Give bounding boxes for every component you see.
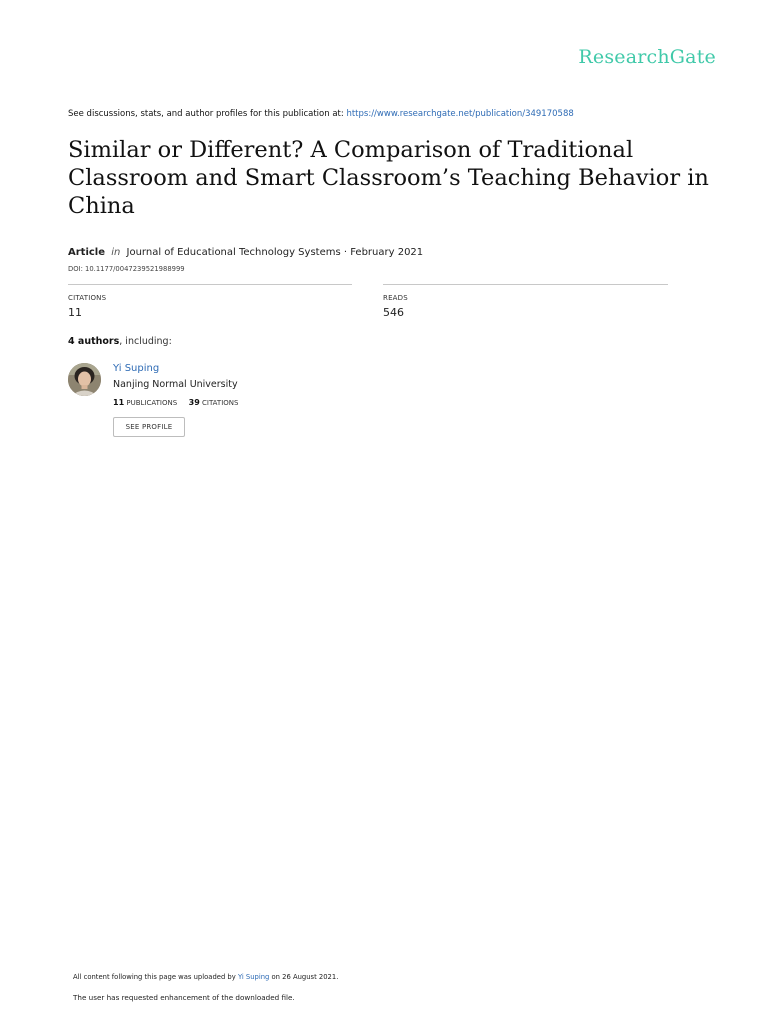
see-discussions-line — [68, 109, 574, 119]
citations-value: 11 — [68, 306, 82, 319]
author-citations-count: 39 — [188, 398, 200, 407]
publication-meta — [68, 247, 423, 258]
author-citations-label: CITATIONS — [202, 399, 239, 407]
upload-suffix: on 26 August 2021. — [271, 973, 339, 981]
authors-count — [68, 336, 172, 347]
avatar-photo-icon — [68, 363, 101, 396]
see-discussions-text: See discussions, stats, and author profiles for this publication at: — [68, 109, 344, 119]
author-stats — [113, 398, 238, 407]
author-publications-label: PUBLICATIONS — [126, 399, 178, 407]
reads-value: 546 — [383, 306, 404, 319]
uploader-link[interactable]: Yi Suping — [237, 973, 270, 981]
publication-link[interactable]: https://www.researchgate.net/publication/349170588 — [346, 109, 574, 119]
reads-label: READS — [383, 294, 408, 302]
authors-count-number: 4 authors — [68, 336, 120, 347]
author-institution: Nanjing Normal University — [113, 379, 238, 390]
publication-type: Article — [68, 247, 106, 258]
authors-including: , including: — [119, 336, 172, 347]
enhancement-note: The user has requested enhancement of the downloaded file. — [73, 993, 295, 1002]
see-profile-button[interactable]: SEE PROFILE — [113, 417, 185, 437]
journal-date: Journal of Educational Technology Systems · February 2021 — [126, 247, 424, 258]
citations-label: CITATIONS — [68, 294, 107, 302]
in-label: in — [111, 247, 121, 258]
avatar[interactable] — [68, 363, 101, 396]
divider-citations — [68, 284, 352, 285]
publication-title: Similar or Different? A Comparison of Traditional Classroom and Smart Classroom’s Teaching Behavior in China — [68, 137, 709, 219]
author-name-link[interactable]: Yi Suping — [113, 363, 160, 374]
author-publications-count: 11 — [113, 398, 125, 407]
doi: DOI: 10.1177/0047239521988999 — [68, 265, 185, 273]
upload-note — [73, 973, 338, 981]
researchgate-logo[interactable]: ResearchGate — [578, 46, 716, 68]
upload-prefix: All content following this page was uploaded by — [73, 973, 236, 981]
divider-reads — [383, 284, 668, 285]
